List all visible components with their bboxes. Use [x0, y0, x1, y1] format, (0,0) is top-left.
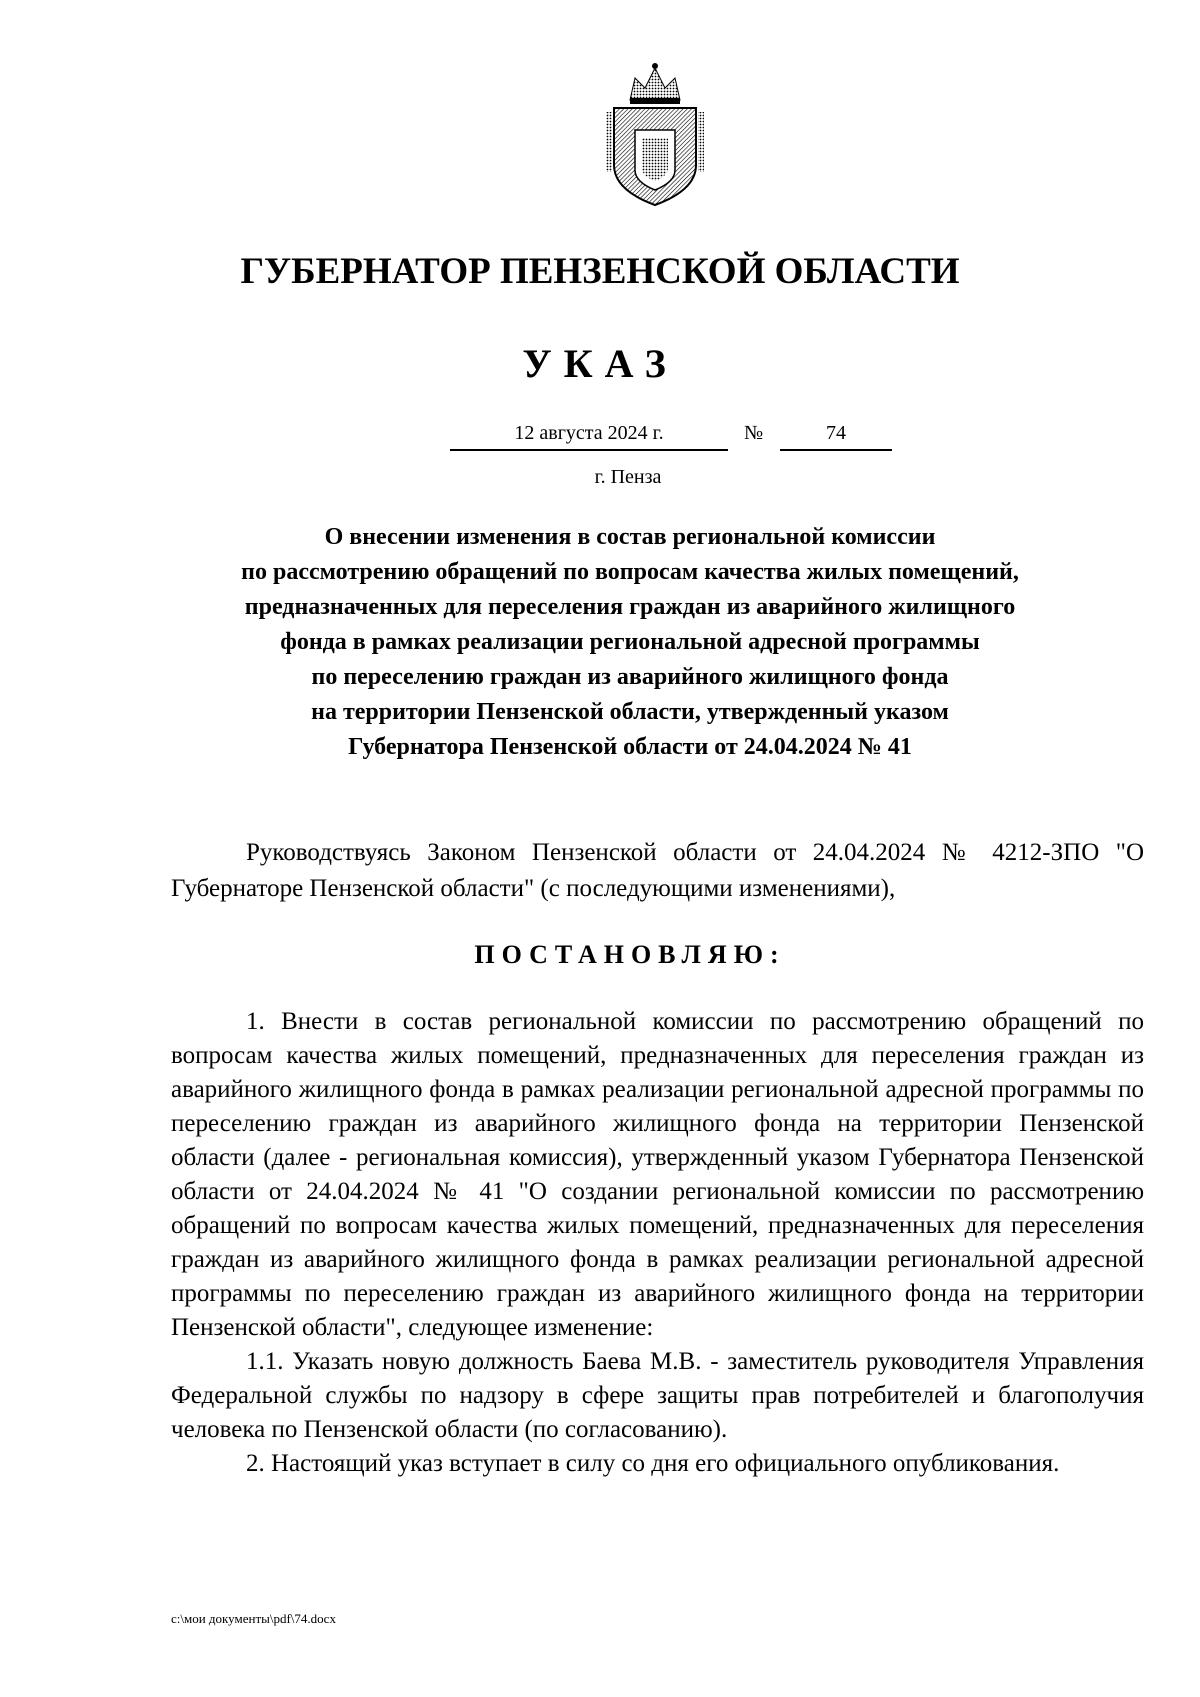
title-line: фонда в рамках реализации региональной адресной программы	[280, 629, 980, 655]
document-type: УКАЗ	[522, 341, 678, 386]
document-body	[171, 1005, 1144, 1481]
title-line: предназначенных для переселения граждан из аварийного жилищного	[244, 594, 1016, 620]
city: г. Пенза	[594, 466, 662, 488]
number-sign: №	[744, 422, 764, 444]
issuing-authority: ГУБЕРНАТОР ПЕНЗЕНСКОЙ ОБЛАСТИ	[240, 251, 960, 292]
document-number: 74	[780, 422, 892, 451]
title-line: Губернатора Пензенской области от 24.04.2024 № 41	[348, 734, 912, 760]
title-line: по переселению граждан из аварийного жилищного фонда	[311, 664, 949, 690]
coat-of-arms-icon	[600, 60, 710, 210]
date-number-line	[0, 422, 1200, 456]
title-line: О внесении изменения в состав региональной комиссии	[324, 524, 936, 550]
document-date: 12 августа 2024 г.	[450, 422, 728, 451]
document-title	[170, 520, 1090, 765]
paragraph-1: 1. Внести в состав региональной комиссии по рассмотрению обращений по вопросам качества жилых помещений, предназначенных для переселения граждан из аварийного жилищного фонда в рамках реализации региональной адресной программы по переселению граждан из аварийного жилищного фонда на территории Пензенской области (далее - региональная комиссия), утвержденный указом Губернатора Пензенской области от 24.04.2024 № 41 "О создании региональной комиссии по рассмотрению обращений по вопросам качества жилых помещений, предназначенных для переселения граждан из аварийного жилищного фонда в рамках реализации региональной адресной программы по переселению граждан из аварийного жилищного фонда на территории Пензенской области", следующее изменение:	[171, 1008, 1144, 1341]
title-line: на территории Пензенской области, утвержденный указом	[311, 699, 949, 725]
preamble: Руководствуясь Законом Пензенской области от 24.04.2024 № 4212-ЗПО "О Губернаторе Пензенской области" (с последующими изменениями),	[171, 839, 1144, 902]
file-path: c:\мои документы\pdf\74.docx	[171, 1611, 336, 1626]
paragraph-1-1: 1.1. Указать новую должность Баева М.В. - заместитель руководителя Управления Федеральной службы по надзору в сфере защиты прав потребителей и благополучия человека по Пензенской области (по согласованию).	[171, 1348, 1144, 1443]
paragraph-2: 2. Настоящий указ вступает в силу со дня его официального опубликования.	[246, 1450, 1060, 1477]
title-line: по рассмотрению обращений по вопросам качества жилых помещений,	[241, 559, 1019, 585]
decree-word: ПОСТАНОВЛЯЮ:	[474, 940, 786, 969]
